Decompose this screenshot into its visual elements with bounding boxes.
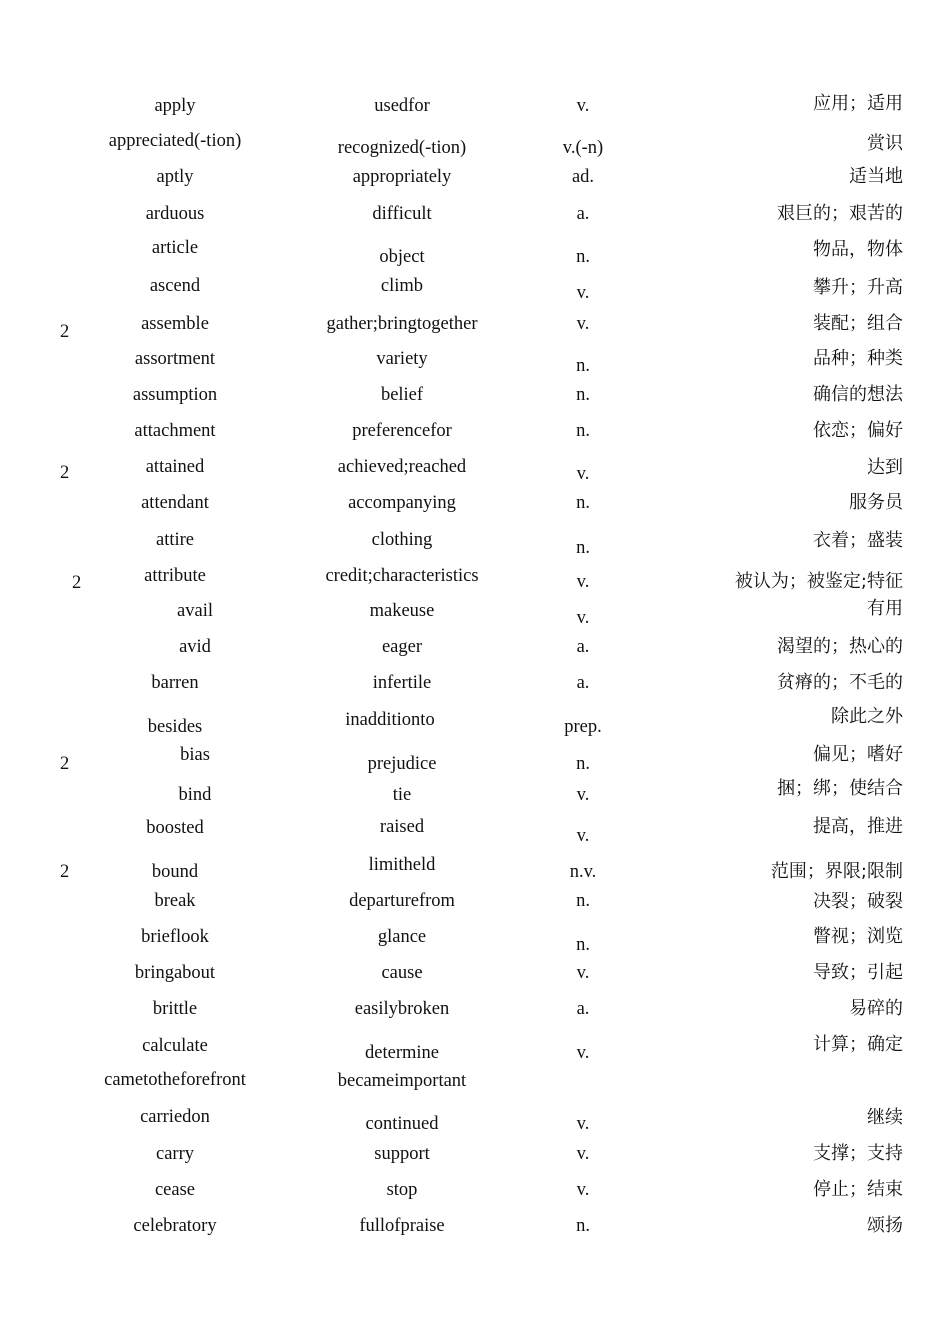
chinese-meaning: 攀升；升高 [813,277,903,298]
chinese-meaning: 瞥视；浏览 [813,926,903,947]
chinese-meaning: 确信的想法 [813,384,903,405]
vocabulary-row [0,95,950,131]
synonym: gather;bringtogether [326,314,478,334]
chinese-meaning: 支撑；支持 [813,1143,903,1164]
frequency-number: 2 [60,463,70,483]
synonym: recognized(-tion) [337,138,467,158]
synonym: stop [386,1180,418,1200]
vocabulary-word: bringabout [134,963,216,983]
chinese-meaning: 渴望的；热心的 [777,636,903,657]
vocabulary-row [0,456,950,492]
synonym: object [379,247,425,267]
part-of-speech: v. [576,283,590,303]
vocabulary-word: attire [155,530,194,550]
synonym: clothing [371,530,433,550]
vocabulary-word: calculate [142,1036,208,1056]
chinese-meaning: 颂扬 [867,1215,903,1236]
part-of-speech: v. [576,963,590,983]
vocabulary-word: brieflook [141,927,209,947]
chinese-meaning: 衣着；盛装 [813,530,903,551]
vocabulary-row [0,275,950,311]
part-of-speech: v. [576,785,590,805]
part-of-speech: n. [576,493,590,513]
part-of-speech: a. [576,999,590,1019]
chinese-meaning: 继续 [867,1107,903,1128]
chinese-meaning: 应用；适用 [813,93,903,114]
vocabulary-word: aptly [156,167,194,187]
vocabulary-row [0,420,950,456]
chinese-meaning: 达到 [867,457,903,478]
vocabulary-word: avid [179,637,211,657]
vocabulary-row [0,564,950,600]
part-of-speech: n. [576,935,590,955]
frequency-number: 2 [72,573,82,593]
vocabulary-word: appreciated(-tion) [108,131,242,151]
vocabulary-row [0,492,950,528]
synonym: continued [365,1114,439,1134]
vocabulary-word: assemble [141,314,209,334]
chinese-meaning: 被认为；被鉴定;特征 [734,571,903,592]
vocabulary-word: apply [154,96,196,116]
vocabulary-row [0,1215,950,1251]
part-of-speech: v. [576,608,590,628]
part-of-speech: ad. [571,167,595,187]
synonym: support [374,1144,430,1164]
part-of-speech: a. [576,673,590,693]
vocabulary-row [0,311,950,347]
part-of-speech: n. [576,247,590,267]
vocabulary-row [0,962,950,998]
vocabulary-word: assumption [132,385,218,405]
vocabulary-word: barren [151,673,199,693]
synonym: tie [392,785,412,805]
vocabulary-word: attachment [134,421,216,441]
part-of-speech: n.v. [569,862,597,882]
synonym: raised [379,817,425,837]
synonym: appropriately [352,167,452,187]
chinese-meaning: 服务员 [849,492,903,513]
vocabulary-word: ascend [149,276,201,296]
vocabulary-word: attribute [144,566,206,586]
part-of-speech: n. [576,1216,590,1236]
synonym: glance [377,927,427,947]
vocabulary-row [0,890,950,926]
vocabulary-row [0,1143,950,1179]
synonym: inadditionto [345,710,435,730]
vocabulary-word: cease [154,1180,196,1200]
frequency-number: 2 [60,862,70,882]
vocabulary-word: bind [178,785,212,805]
vocabulary-row [0,1034,950,1070]
chinese-meaning: 依恋；偏好 [813,420,903,441]
vocabulary-word: boosted [146,818,204,838]
chinese-meaning: 导致；引起 [813,962,903,983]
synonym: cause [381,963,423,983]
synonym: departurefrom [349,891,455,911]
synonym: becameimportant [337,1071,467,1091]
vocabulary-row [0,348,950,384]
synonym: achieved;reached [337,457,467,477]
vocabulary-row [0,853,950,889]
vocabulary-row [0,926,950,962]
vocabulary-word: bound [151,862,199,882]
vocabulary-row [0,600,950,636]
chinese-meaning: 赏识 [867,133,903,154]
vocabulary-word: arduous [145,204,205,224]
vocabulary-word: celebratory [133,1216,217,1236]
part-of-speech: n. [576,754,590,774]
part-of-speech: v. [576,1114,590,1134]
chinese-meaning: 物品，物体 [813,239,903,260]
part-of-speech: v. [576,464,590,484]
synonym: climb [380,276,424,296]
chinese-meaning: 适当地 [849,166,903,187]
chinese-meaning: 提高，推进 [813,816,903,837]
vocabulary-row [0,817,950,853]
synonym: variety [376,349,428,369]
part-of-speech: a. [576,637,590,657]
frequency-number: 2 [60,322,70,342]
vocabulary-row [0,203,950,239]
synonym: infertile [372,673,432,693]
synonym: prejudice [367,754,437,774]
vocabulary-word: assortment [134,349,216,369]
synonym: easilybroken [354,999,450,1019]
chinese-meaning: 除此之外 [831,706,903,727]
part-of-speech: n. [576,421,590,441]
vocabulary-word: avail [177,601,213,621]
vocabulary-row [0,132,950,168]
vocabulary-word: attained [145,457,205,477]
synonym: credit;characteristics [325,566,479,586]
part-of-speech: n. [576,356,590,376]
synonym: accompanying [348,493,456,513]
vocabulary-word: attendant [141,493,209,513]
chinese-meaning: 装配；组合 [813,313,903,334]
chinese-meaning: 艰巨的；艰苦的 [777,203,903,224]
chinese-meaning: 决裂；破裂 [813,891,903,912]
part-of-speech: v. [576,1043,590,1063]
part-of-speech: n. [576,385,590,405]
vocabulary-row [0,706,950,742]
part-of-speech: v. [576,572,590,592]
part-of-speech: v.(-n) [562,138,604,158]
vocabulary-word: break [154,891,196,911]
part-of-speech: n. [576,538,590,558]
vocabulary-word: brittle [152,999,198,1019]
part-of-speech: v. [576,96,590,116]
synonym: difficult [372,204,432,224]
vocabulary-word: carry [156,1144,194,1164]
synonym: fullofpraise [359,1216,445,1236]
synonym: limitheld [368,855,436,875]
chinese-meaning: 计算；确定 [813,1034,903,1055]
chinese-meaning: 贫瘠的；不毛的 [777,672,903,693]
part-of-speech: v. [576,314,590,334]
chinese-meaning: 范围；界限;限制 [770,861,903,882]
vocabulary-row [0,1069,950,1105]
part-of-speech: v. [576,1144,590,1164]
vocabulary-word: article [151,238,199,258]
synonym: determine [365,1043,439,1063]
synonym: usedfor [374,96,430,116]
part-of-speech: a. [576,204,590,224]
vocabulary-row [0,1106,950,1142]
chinese-meaning: 易碎的 [849,998,903,1019]
chinese-meaning: 有用 [867,598,903,619]
vocabulary-row [0,745,950,781]
vocabulary-word: besides [147,717,203,737]
vocabulary-word: carriedon [140,1107,210,1127]
vocabulary-row [0,384,950,420]
chinese-meaning: 偏见；嗜好 [813,744,903,765]
vocabulary-row [0,529,950,565]
vocabulary-row [0,636,950,672]
part-of-speech: prep. [564,717,602,737]
part-of-speech: n. [576,891,590,911]
chinese-meaning: 捆；绑；使结合 [777,778,903,799]
part-of-speech: v. [576,1180,590,1200]
chinese-meaning: 停止；结束 [813,1179,903,1200]
synonym: preferencefor [352,421,452,441]
synonym: belief [380,385,424,405]
vocabulary-row [0,1179,950,1215]
frequency-number: 2 [60,754,70,774]
vocabulary-row [0,778,950,817]
vocabulary-row [0,166,950,202]
vocabulary-row [0,672,950,708]
chinese-meaning: 品种；种类 [813,348,903,369]
vocabulary-row [0,998,950,1034]
vocabulary-word: bias [180,745,210,765]
synonym: eager [381,637,423,657]
part-of-speech: v. [576,826,590,846]
vocabulary-row [0,239,950,275]
synonym: makeuse [369,601,435,621]
vocabulary-word: cametotheforefront [104,1070,246,1090]
